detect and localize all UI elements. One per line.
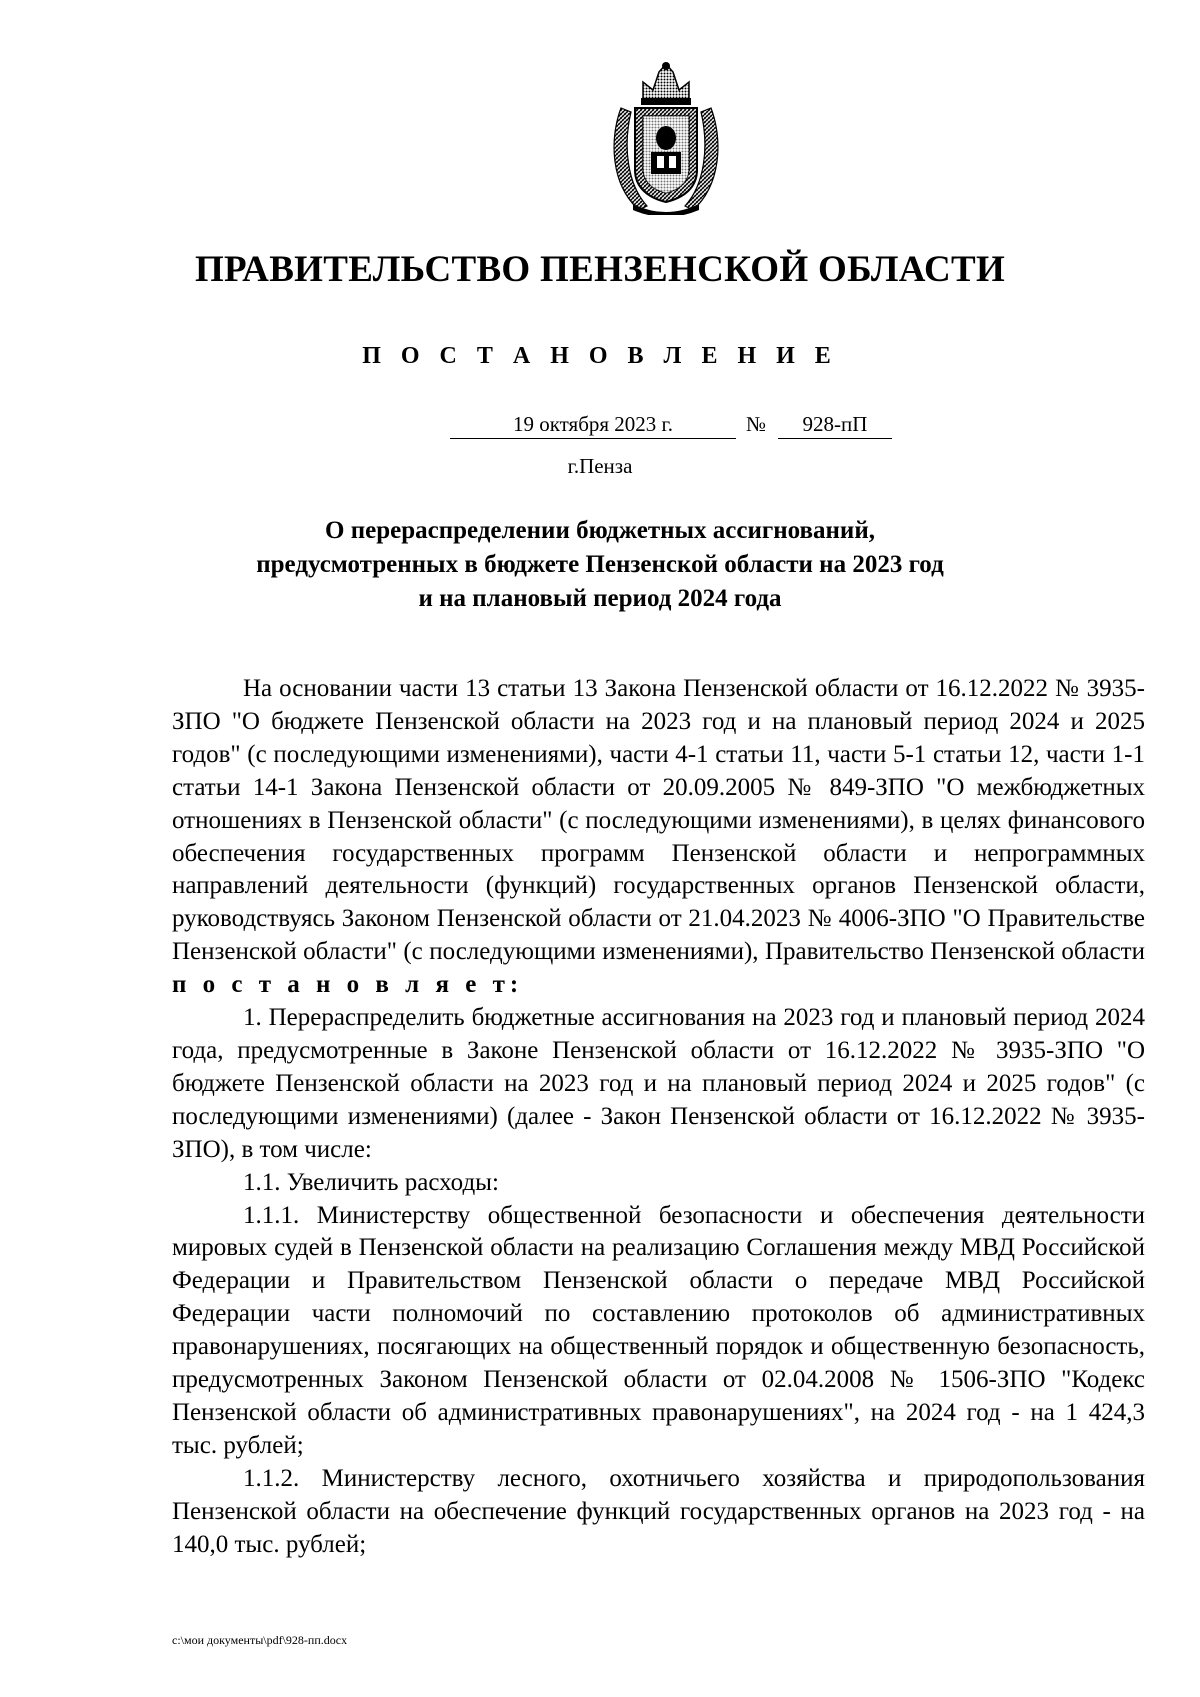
file-path-footer: c:\мои документы\pdf\928-пп.docx: [172, 1633, 348, 1647]
clause-1-1: 1.1. Увеличить расходы:: [243, 1168, 499, 1196]
city-label: г.Пенза: [567, 454, 633, 478]
number-sign: №: [746, 412, 767, 436]
clause-1-1-2: 1.1.2. Министерству лесного, охотничьего хозяйства и природопользования Пензенской области на обеспечение функций государственных органов на 2023 год - на 140,0 тыс. рублей;: [172, 1464, 1145, 1558]
document-date: 19 октября 2023 г.: [450, 410, 736, 439]
subject-line: и на плановый период 2024 года: [418, 585, 782, 612]
intro-paragraph: [172, 673, 1145, 1002]
penza-region-coat-of-arms-icon: [603, 60, 729, 215]
subject-line: предусмотренных в бюджете Пензенской области на 2023 год: [256, 551, 944, 578]
resolves-word: п о с т а н о в л я е т:: [172, 971, 524, 999]
intro-text: На основании части 13 статьи 13 Закона Пензенской области от 16.12.2022 № 3935-ЗПО "О бюджете Пензенской области на 2023 год и на плановый период 2024 и 2025 годов" (с последующими изменениями), части 4-1 статьи 11, части 5-1 статьи 12, части 1-1 статьи 14-1 Закона Пензенской области от 20.09.2005 № 849-ЗПО "О межбюджетных отношениях в Пензенской области" (с последующими изменениями), в целях финансового обеспечения государственных программ Пензенской области и непрограммных направлений деятельности (функций) государственных органов Пензенской области, руководствуясь Законом Пензенской области от 21.04.2023 № 4006-ЗПО "О Правительстве Пензенской области" (с последующими изменениями), Правительство Пензенской области: [172, 675, 1145, 966]
clause-1-1-1: 1.1.1. Министерству общественной безопасности и обеспечения деятельности мировых судей в Пензенской области на реализацию Соглашения между МВД Российской Федерации и Правительством Пензенской области о передаче МВД Российской Федерации части полномочий по составлению протоколов об административных правонарушениях, посягающих на общественный порядок и общественную безопасность, предусмотренных Законом Пензенской области от 02.04.2008 № 1506-ЗПО "Кодекс Пензенской области об административных правонарушениях", на 2024 год - на 1 424,3 тыс. рублей;: [172, 1201, 1145, 1459]
clause-1: 1. Перераспределить бюджетные ассигнования на 2023 год и плановый период 2024 года, предусмотренные в Законе Пензенской области от 16.12.2022 № 3935-ЗПО "О бюджете Пензенской области на 2023 год и на плановый период 2024 и 2025 годов" (с последующими изменениями) (далее - Закон Пензенской области от 16.12.2022 № 3935-ЗПО), в том числе:: [172, 1004, 1145, 1163]
document-number: 928-пП: [778, 410, 892, 439]
government-title: ПРАВИТЕЛЬСТВО ПЕНЗЕНСКОЙ ОБЛАСТИ: [194, 249, 1006, 290]
subject-heading: [0, 514, 1200, 616]
subject-line: О перераспределении бюджетных ассигнований,: [325, 517, 875, 544]
document-body: [172, 673, 1145, 1561]
document-type-heading: П О С Т А Н О В Л Е Н И Е: [362, 343, 838, 369]
